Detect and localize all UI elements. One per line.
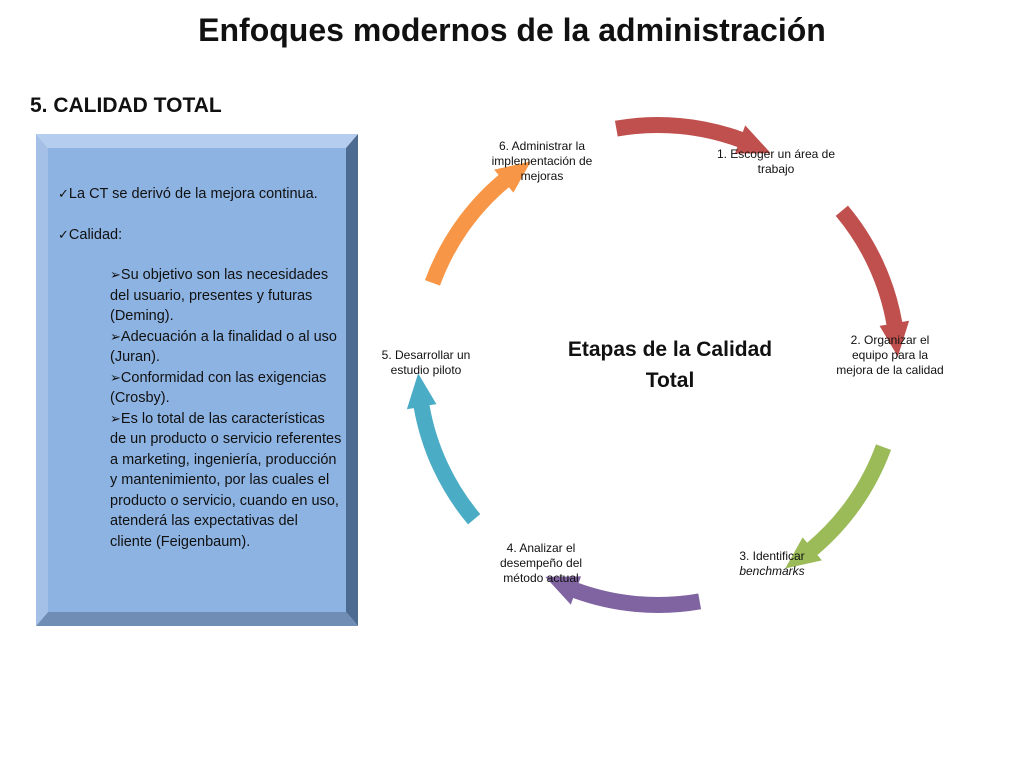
bullet-item: ✓Calidad: bbox=[58, 226, 123, 243]
bullet-item: ✓La CT se derivó de la mejora continua. bbox=[58, 186, 318, 202]
step-2-label: 2. Organizar el equipo para la mejora de la calidad bbox=[836, 333, 944, 377]
step-3-label: 3. Identificar benchmarks bbox=[739, 549, 805, 578]
step-4-label: 4. Analizar el desempeño del método actual bbox=[499, 541, 583, 585]
step-6-label: 6. Administrar la implementación de mejoras bbox=[491, 139, 593, 183]
sub-bullet-item: ➢Es lo total de las características de un producto o servicio referentes a marketing, ingeniería, producción y mantenimiento, por las cuales el producto o servicio, cuando en uso, atenderá las expectativas del cliente (Feigenbaum). bbox=[110, 410, 342, 550]
section-subtitle: 5. CALIDAD TOTAL bbox=[30, 94, 222, 117]
arrowhead-icon: ➢ bbox=[110, 369, 121, 385]
cycle-diagram bbox=[360, 110, 960, 630]
sub-bullet-item: ➢Adecuación a la finalidad o al uso (Juran). bbox=[110, 328, 337, 365]
check-icon: ✓ bbox=[58, 226, 69, 242]
info-box bbox=[36, 134, 358, 626]
arrowhead-icon: ➢ bbox=[110, 267, 121, 282]
arrowhead-icon: ➢ bbox=[110, 410, 121, 426]
arrowhead-icon: ➢ bbox=[110, 328, 121, 344]
step-1-label: 1. Escoger un área de trabajo bbox=[716, 147, 836, 176]
sub-bullet-item: ➢Su objetivo son las necesidades del usuario, presentes y futuras (Deming). bbox=[110, 267, 329, 324]
sub-bullet-list bbox=[58, 265, 343, 552]
check-icon: ✓ bbox=[58, 186, 69, 201]
cycle-center-title: Etapas de la Calidad Total bbox=[567, 338, 773, 392]
cycle-arrow-5 bbox=[407, 373, 480, 524]
sub-bullet-item: ➢Conformidad con las exigencias (Crosby). bbox=[110, 369, 327, 406]
step-5-label: 5. Desarrollar un estudio piloto bbox=[381, 348, 471, 377]
slide-title: Enfoques modernos de la administración bbox=[198, 12, 826, 48]
box-text bbox=[58, 184, 343, 552]
